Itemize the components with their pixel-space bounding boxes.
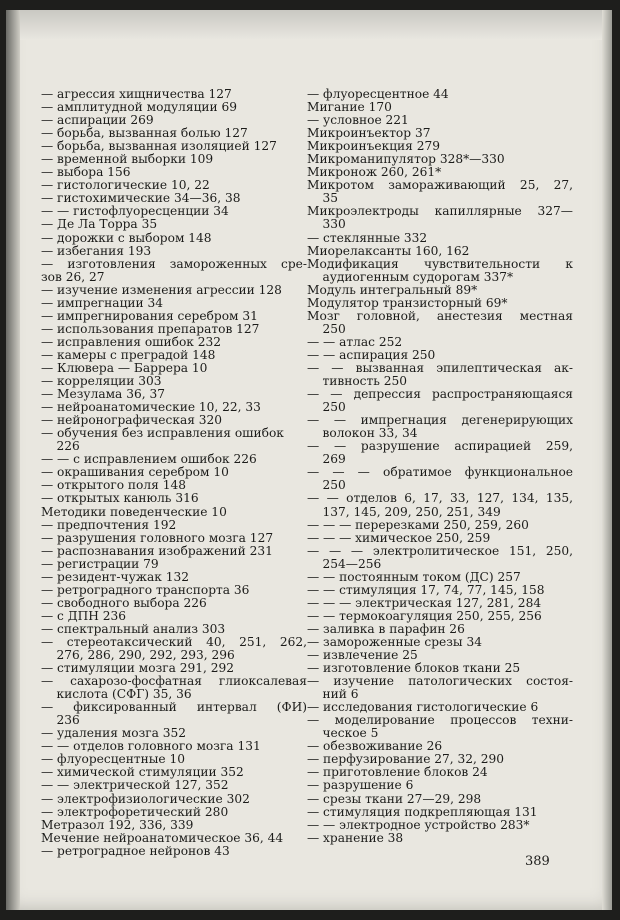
index-entry: — импрегнирования серебром 31: [41, 309, 258, 323]
index-column-right: [307, 88, 573, 845]
index-entry: — сахарозо-фосфатная глиоксалевая: [41, 675, 307, 689]
index-entry: — нейроанатомические 10, 22, 33: [41, 401, 261, 415]
index-entry: — — отделов головного мозга 131: [41, 740, 261, 754]
index-entry: — стеклянные 332: [307, 231, 428, 245]
index-entry: — моделирование процессов техни-: [307, 714, 573, 728]
index-entry: 236: [41, 714, 80, 728]
index-entry: — химической стимуляции 352: [41, 766, 244, 780]
index-entry: — стимуляции мозга 291, 292: [41, 662, 235, 676]
index-entry: — агрессия хищничества 127: [41, 88, 232, 101]
index-entry: — — — электролитическое 151, 250,: [307, 544, 573, 558]
index-entry: — Мезулама 36, 37: [41, 388, 165, 402]
index-entry: — изучение патологических состоя-: [307, 675, 573, 689]
index-entry: Метразол 192, 336, 339: [41, 818, 194, 832]
index-entry: 250: [307, 322, 346, 336]
page-number: 389: [525, 854, 550, 869]
index-entry: — — — обратимое функциональное: [307, 466, 573, 480]
index-entry: — заливка в парафин 26: [307, 622, 465, 636]
index-entry: кислота (СФГ) 35, 36: [41, 688, 192, 702]
index-entry: аудиогенным судорогам 337*: [307, 270, 514, 284]
index-entry: — — электрической 127, 352: [41, 779, 229, 793]
index-entry: — приготовление блоков 24: [307, 766, 488, 780]
index-entry: — камеры с преградой 148: [41, 348, 216, 362]
index-entry: — распознавания изображений 231: [41, 544, 273, 558]
index-entry: — перфузирование 27, 32, 290: [307, 753, 505, 767]
index-entry: — амплитудной модуляции 69: [41, 101, 238, 115]
index-entry: Микронож 260, 261*: [307, 166, 442, 180]
index-entry: Микроэлектроды капиллярные 327—: [307, 205, 573, 219]
index-entry: — борьба, вызванная болью 127: [41, 127, 248, 141]
index-entry: Микроинъекция 279: [307, 140, 440, 154]
index-entry: — — вызванная эпилептическая ак-: [307, 361, 573, 375]
index-entry: — стимуляция подкрепляющая 131: [307, 805, 538, 819]
index-entry: 226: [41, 440, 80, 454]
index-entry: — — гистофлуоресценции 34: [41, 205, 229, 219]
index-entry: — корреляции 303: [41, 375, 162, 389]
index-entry: — — — перерезками 250, 259, 260: [307, 518, 529, 532]
index-entry: Мечение нейроанатомическое 36, 44: [41, 831, 284, 845]
index-entry: — гистохимические 34—36, 38: [41, 192, 241, 206]
index-entry: — срезы ткани 27—29, 298: [307, 792, 482, 806]
index-entry: — — — химическое 250, 259: [307, 531, 491, 545]
index-entry: 269: [307, 453, 346, 467]
index-entry: — — атлас 252: [307, 335, 403, 349]
index-entry: — обучения без исправления ошибок: [41, 427, 284, 441]
index-entry: волокон 33, 34: [307, 427, 418, 441]
index-entry: — ретроградное нейронов 43: [41, 844, 230, 858]
index-entry: — открытых канюль 316: [41, 492, 199, 506]
index-entry: — исследования гистологические 6: [307, 701, 539, 715]
page-top-edge: [20, 10, 602, 40]
index-entry: — удаления мозга 352: [41, 727, 187, 741]
index-entry: — замороженные срезы 34: [307, 635, 482, 649]
index-entry: Миорелаксанты 160, 162: [307, 244, 470, 258]
index-entry: 276, 286, 290, 292, 293, 296: [41, 649, 235, 663]
index-entry: — открытого поля 148: [41, 479, 186, 493]
index-entry: — — стимуляция 17, 74, 77, 145, 158: [307, 583, 545, 597]
index-entry: — аспирации 269: [41, 114, 154, 128]
index-entry: Модуль интегральный 89*: [307, 283, 478, 297]
index-entry: 250: [307, 479, 346, 493]
index-entry: — стереотаксический 40, 251, 262,: [41, 635, 307, 649]
index-entry: 137, 145, 209, 250, 251, 349: [307, 505, 501, 519]
index-entry: — борьба, вызванная изоляцией 127: [41, 140, 277, 154]
index-entry: — обезвоживание 26: [307, 740, 443, 754]
index-entry: ческое 5: [307, 727, 379, 741]
index-entry: — электрофизиологические 302: [41, 792, 250, 806]
index-entry: — окрашивания серебром 10: [41, 466, 229, 480]
index-entry: Модификация чувствительности к: [307, 257, 573, 271]
index-entry: — извлечение 25: [307, 649, 418, 663]
index-entry: Методики поведенческие 10: [41, 505, 227, 519]
index-entry: тивность 250: [307, 375, 408, 389]
index-entry: — предпочтения 192: [41, 518, 177, 532]
book-page: [6, 10, 612, 910]
index-entry: — — постоянным током (ДС) 257: [307, 570, 521, 584]
index-entry: — с ДПН 236: [41, 609, 127, 623]
index-entry: — регистрации 79: [41, 557, 159, 571]
index-entry: — дорожки с выбором 148: [41, 231, 212, 245]
index-entry: — резидент-чужак 132: [41, 570, 190, 584]
index-entry: — временной выборки 109: [41, 153, 214, 167]
index-entry: 250: [307, 401, 346, 415]
index-entry: — гистологические 10, 22: [41, 179, 210, 193]
index-entry: ний 6: [307, 688, 359, 702]
index-entry: — — электродное устройство 283*: [307, 818, 530, 832]
index-entry: — — депрессия распространяющаяся: [307, 388, 573, 402]
index-entry: — свободного выбора 226: [41, 596, 207, 610]
index-entry: зов 26, 27: [41, 270, 105, 284]
index-entry: — изготовление блоков ткани 25: [307, 662, 521, 676]
index-entry: — разрушения головного мозга 127: [41, 531, 274, 545]
index-entry: — изучение изменения агрессии 128: [41, 283, 282, 297]
index-entry: — — разрушение аспирацией 259,: [307, 440, 573, 454]
index-entry: — — термокоагуляция 250, 255, 256: [307, 609, 542, 623]
index-entry: — — с исправлением ошибок 226: [41, 453, 257, 467]
index-entry: — спектральный анализ 303: [41, 622, 226, 636]
index-entry: — нейронографическая 320: [41, 414, 223, 428]
index-entry: — избегания 193: [41, 244, 152, 258]
index-entry: — использования препаратов 127: [41, 322, 260, 336]
index-entry: — исправления ошибок 232: [41, 335, 222, 349]
index-entry: — — аспирация 250: [307, 348, 436, 362]
index-entry: Модулятор транзисторный 69*: [307, 296, 508, 310]
index-entry: — электрофоретический 280: [41, 805, 229, 819]
index-entry: — — отделов 6, 17, 33, 127, 134, 135,: [307, 492, 573, 506]
index-entry: — Клювера — Баррера 10: [41, 361, 208, 375]
index-entry: 254—256: [307, 557, 382, 571]
index-entry: — разрушение 6: [307, 779, 414, 793]
index-entry: Микротом замораживающий 25, 27,: [307, 179, 573, 193]
index-entry: — флуоресцентные 10: [41, 753, 186, 767]
index-entry: — флуоресцентное 44: [307, 88, 449, 101]
index-entry: — условное 221: [307, 114, 409, 128]
index-column-left: [41, 88, 307, 858]
index-entry: — фиксированный интервал (ФИ): [41, 701, 307, 715]
index-entry: 330: [307, 218, 346, 232]
index-entry: Микроманипулятор 328*—330: [307, 153, 505, 167]
index-entry: — импрегнации 34: [41, 296, 164, 310]
index-entry: Мигание 170: [307, 101, 392, 115]
index-entry: — — — электрическая 127, 281, 284: [307, 596, 542, 610]
index-entry: — выбора 156: [41, 166, 131, 180]
index-entry: — Де Ла Торра 35: [41, 218, 158, 232]
index-entry: 35: [307, 192, 339, 206]
index-entry: — ретроградного транспорта 36: [41, 583, 250, 597]
index-entry: — изготовления замороженных сре-: [41, 257, 307, 271]
index-entry: — хранение 38: [307, 831, 404, 845]
index-entry: — — импрегнация дегенерирующих: [307, 414, 573, 428]
index-entry: Микроинъектор 37: [307, 127, 431, 141]
index-entry: Мозг головной, анестезия местная: [307, 309, 573, 323]
